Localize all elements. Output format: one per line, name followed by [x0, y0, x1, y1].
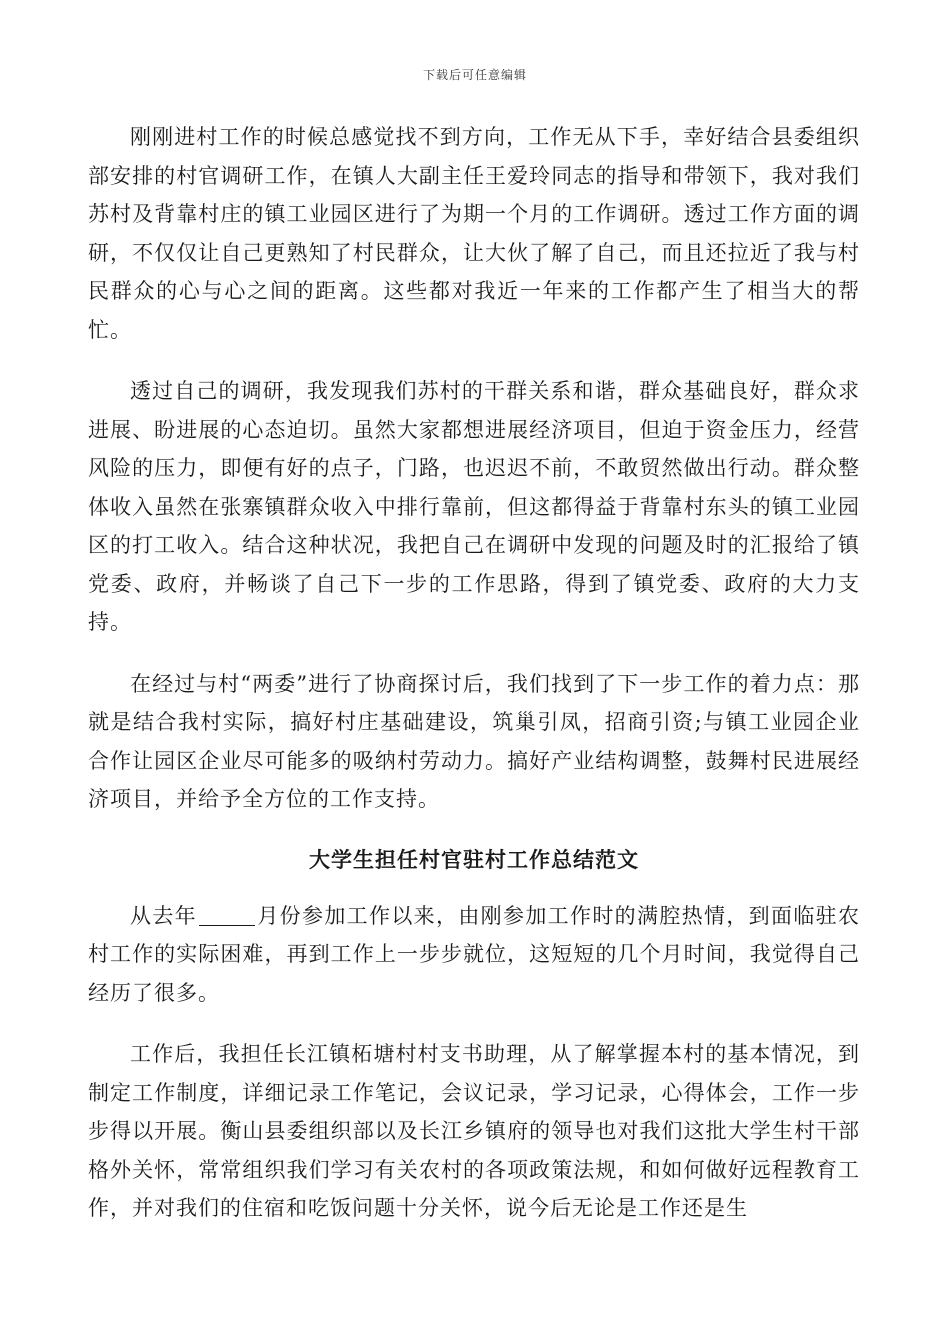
paragraph-2: 透过自己的调研，我发现我们苏村的干群关系和谐，群众基础良好，群众求进展、盼进展的心态迫切。虽然大家都想进展经济项目，但迫于资金压力，经营风险的压力，即便有好的点子，门路，也迟迟不前，不敢贸然做出行动。群众整体收入虽然在张寨镇群众收入中排行靠前，但这都得益于背靠村东头的镇工业园区的打工收入。结合这种状况，我把自己在调研中发现的问题及时的汇报给了镇党委、政府，并畅谈了自己下一步的工作思路，得到了镇党委、政府的大力支持。 — [88, 379, 860, 634]
paragraph-4-lead: 从去年 — [130, 903, 197, 928]
paragraph-1: 刚刚进村工作的时候总感觉找不到方向，工作无从下手，幸好结合县委组织部安排的村官调研工作，在镇人大副主任王爱玲同志的指导和带领下，我对我们苏村及背靠村庄的镇工业园区进行了为期一个月的工作调研。透过工作方面的调研，不仅仅让自己更熟知了村民群众，让大伙了解了自己，而且还拉近了我与村民群众的心与心之间的距离。这些都对我近一年来的工作都产生了相当大的帮忙。 — [88, 125, 860, 342]
paragraph-3: 在经过与村“两委”进行了协商探讨后，我们找到了下一步工作的着力点：那就是结合我村实际，搞好村庄基础建设，筑巢引凤，招商引资;与镇工业园企业合作让园区企业尽可能多的吸纳村劳动力。搞好产业结构调整，鼓舞村民进展经济项目，并给予全方位的工作支持。 — [88, 671, 860, 811]
paragraph-4-rest: 月份参加工作以来，由刚参加工作时的满腔热情，到面临驻农村工作的实际困难，再到工作上一步步就位，这短短的几个月时间，我觉得自己经历了很多。 — [88, 903, 860, 1005]
document-body — [88, 118, 860, 1228]
paragraph-5: 工作后，我担任长江镇柘塘村村支书助理，从了解掌握本村的基本情况，到制定工作制度，详细记录工作笔记，会议记录，学习记录，心得体会，工作一步步得以开展。衡山县委组织部以及长江乡镇府的领导也对我们这批大学生村干部格外关怀，常常组织我们学习有关农村的各项政策法规，和如何做好远程教育工作，并对我们的住宿和吃饭问题十分关怀，说今后无论是工作还是生 — [88, 1042, 860, 1220]
fill-in-blank — [199, 904, 255, 926]
section-heading: 大学生担任村官驻村工作总结范文 — [309, 846, 639, 872]
page-header: 下载后可任意编辑 — [422, 68, 527, 82]
paragraph-4 — [88, 897, 860, 1013]
